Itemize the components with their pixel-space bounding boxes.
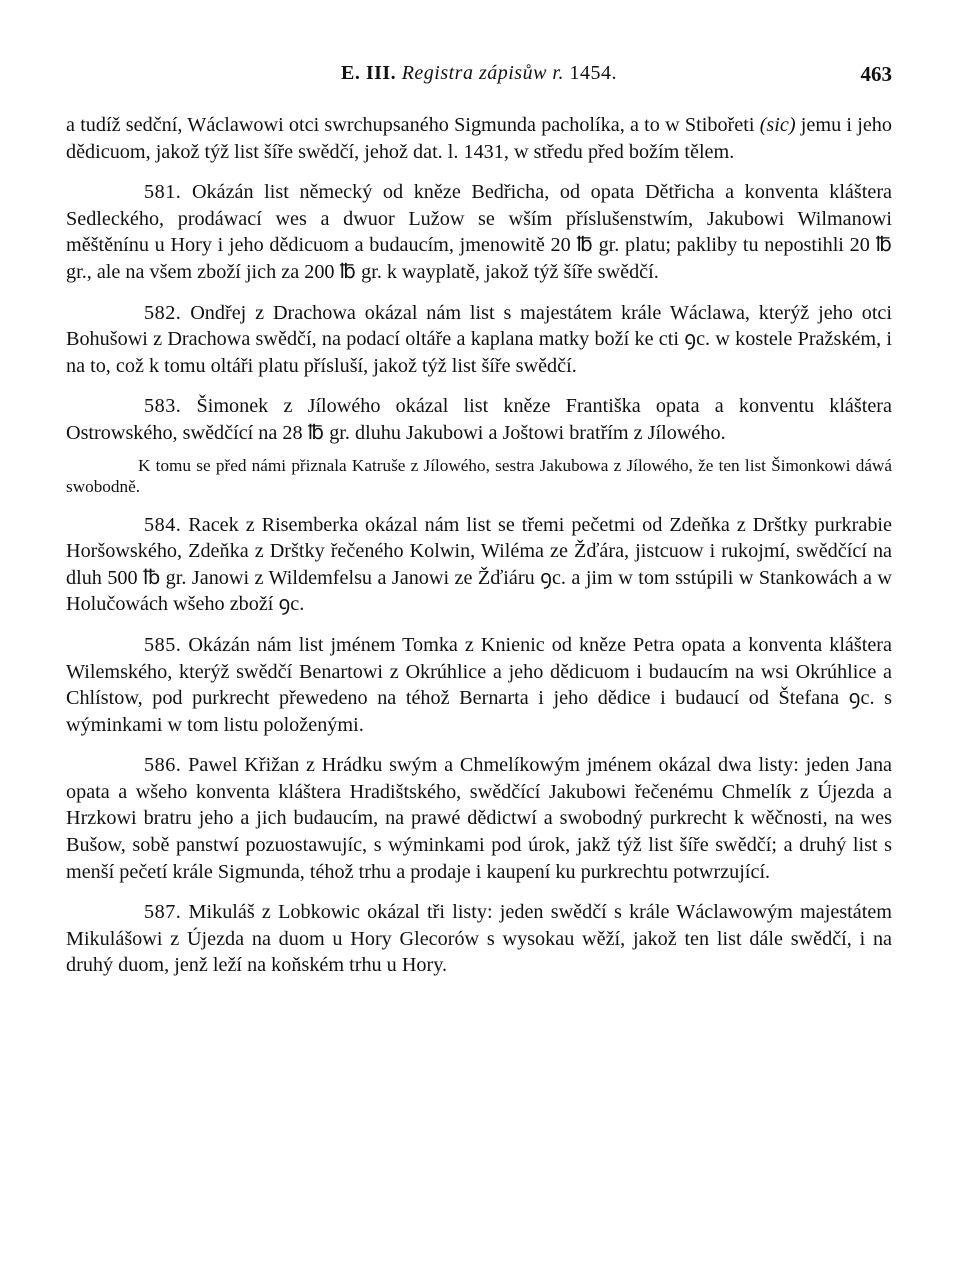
entry-number: 583. bbox=[144, 395, 182, 418]
page-number: 463 bbox=[860, 62, 892, 86]
header-year: 1454. bbox=[569, 62, 617, 84]
entry-number: 585. bbox=[144, 633, 182, 656]
section-label: E. III. bbox=[340, 62, 397, 84]
entry-581 bbox=[66, 179, 892, 285]
entry-583 bbox=[66, 393, 892, 446]
entry-583-note: K tomu se před námi přiznala Katruše z Jílowého, sestra Jakubowa z Jílowého, že ten list Šimonkowi dáwá swobodně. bbox=[66, 455, 892, 497]
running-header bbox=[66, 62, 892, 92]
entry-text: Okázán nám list jménem Tomka z Knienic od kněze Petra opata a konventa kláštera Wilemského, kterýž swědčí Benartowi z Okrúhlice a jeho dědicuom i budaucím na wsi Okrúhlice a Chlístow, pod purkrecht přewedeno na téhož Bernarta i jeho dědice i budaucí od Štefana ꝯc. s wýminkami w tom listu položenými. bbox=[66, 633, 892, 736]
entry-text: Ondřej z Drachowa okázal nám list s majestátem krále Wáclawa, kterýž jeho otci Bohušowi z Drachowa swědčí, na podací oltáře a kaplana matky boží ke cti ꝯc. w kostele Pražském, i na to, což k tomu oltáři platu přísluší, jakož týž list šíře swědčí. bbox=[66, 301, 893, 377]
running-title bbox=[66, 62, 892, 85]
continuation-paragraph bbox=[66, 112, 892, 165]
entry-586 bbox=[66, 752, 892, 885]
register-title: Registra zápisůw r. bbox=[401, 62, 564, 84]
entry-number: 586. bbox=[144, 754, 182, 777]
continuation-text-end: jemu i jeho dědicuom, jakož týž list šíře swědčí, jehož dat. l. 1431, w středu před božím tělem. bbox=[66, 114, 892, 163]
entry-585 bbox=[66, 632, 892, 738]
entry-text: Racek z Risemberka okázal nám list se třemi pečetmi od Zdeňka z Drštky purkrabie Horšowského, Zdeňka z Drštky řečeného Kolwin, Wiléma ze Žďára, jistcuow i rukojmí, swědčící na dluh 500 ℔ gr. Janowi z Wildemfelsu a Janowi ze Žďiáru ꝯc. a jim w tom sstúpili w Stankowách a w Holučowách wšeho zboží ꝯc. bbox=[66, 513, 892, 616]
continuation-text-start: a tudíž sedční, Wáclawowi otci swrchupsaného Sigmunda pacholíka, a to w Stibořeti bbox=[66, 114, 760, 136]
entry-text: Pawel Křižan z Hrádku swým a Chmelíkowým jménem okázal dwa listy: jeden Jana opata a wšeho konventa kláštera Hradištského, swědčící Jakubowi řečenému Chmelík z Újezda a Hrzkowi bratru jeho a jich budaucím, na prawé dědictwí a swobodný purkrecht k wěčnosti, na wes Bušow, sobě panstwí pozuostawujíc, s wýminkami pod úrok, jakž týž list šíře swědčí; a druhý list s menší pečetí krále Sigmunda, téhož trhu a prodaje i kaupení ku purkrechtu potwrzující. bbox=[66, 754, 893, 883]
entry-text: Okázán list německý od kněze Bedřicha, od opata Dětřicha a konventa kláštera Sedleckého, prodáwací wes a dwuor Lužow se wším příslušenstwím, Jakubowi Wilmanowi měštěnínu u Hory i jeho dědicuom a budaucím, jmenowitě 20 ℔ gr. platu; pakliby tu nepostihli 20 ℔ gr., ale na všem zboží jich za 200 ℔ gr. k wayplatě, jakož týž šíře swědčí. bbox=[66, 181, 892, 283]
entry-number: 587. bbox=[144, 901, 182, 924]
body-text bbox=[66, 112, 892, 979]
entry-582 bbox=[66, 300, 892, 380]
entry-text: Mikuláš z Lobkowic okázal tři listy: jeden swědčí s krále Wáclawowým majestátem Mikulášowi z Újezda na duom u Hory Glecorów s wysokau wěží, jakož ten list dále swědčí, i na druhý duom, jenž leží na koňském trhu u Hory. bbox=[66, 901, 892, 977]
sic-annotation: (sic) bbox=[759, 114, 796, 136]
entry-number: 582. bbox=[144, 301, 182, 324]
entry-number: 581. bbox=[144, 181, 182, 204]
entry-number: 584. bbox=[144, 513, 182, 536]
entry-584 bbox=[66, 512, 892, 618]
document-page bbox=[66, 62, 892, 979]
entry-text: Šimonek z Jílowého okázal list kněze Františka opata a konventu kláštera Ostrowského, swědčící na 28 ℔ gr. dluhu Jakubowi a Joštowi bratřím z Jílowého. bbox=[66, 395, 892, 444]
entry-587 bbox=[66, 899, 892, 979]
